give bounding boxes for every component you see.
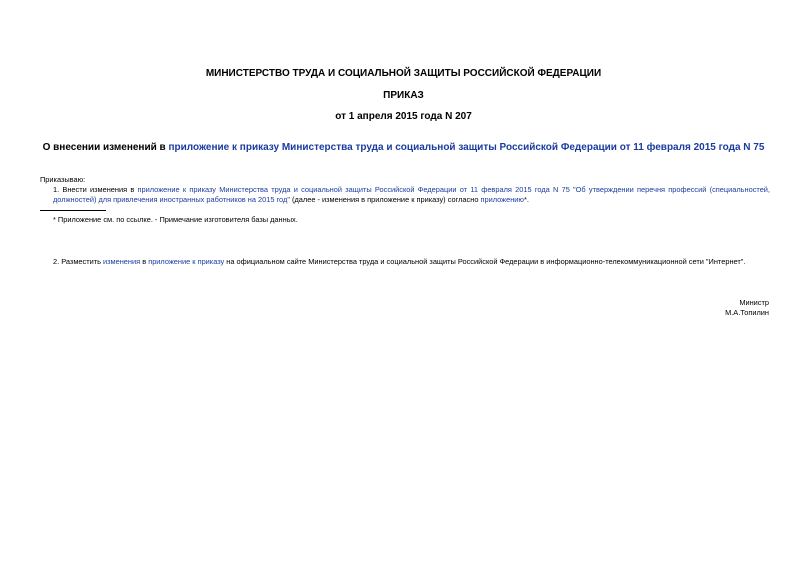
paragraph-2 (53, 257, 745, 267)
paragraph-1-suffix: *. (523, 195, 529, 204)
document-title (0, 142, 807, 153)
document-date-number: от 1 апреля 2015 года N 207 (335, 111, 472, 122)
footnote: * Приложение см. по ссылке. - Примечание изготовителя базы данных. (53, 215, 298, 224)
changes-link[interactable]: изменения (103, 257, 141, 266)
title-appendix-link[interactable]: приложение к приказу Министерства труда и социальной защиты Российской Федерации от 11 февраля 2015 года N 75 (168, 142, 765, 153)
ministry-heading: МИНИСТЕРСТВО ТРУДА И СОЦИАЛЬНОЙ ЗАЩИТЫ РОССИЙСКОЙ ФЕДЕРАЦИИ (205, 68, 602, 79)
footnote-divider (40, 210, 106, 211)
paragraph-1 (53, 185, 770, 205)
appendix-link[interactable]: приложение к приказу (148, 257, 225, 266)
paragraph-1-prefix: 1. Внести изменения в (53, 185, 138, 194)
signature-position: Министр (739, 298, 769, 307)
document-type: ПРИКАЗ (383, 90, 424, 101)
order-word: Приказываю: (40, 175, 86, 184)
signature-name: М.А.Топилин (725, 308, 769, 317)
annex-link[interactable]: приложению (480, 195, 524, 204)
document-title-prefix: О внесении изменений в (42, 142, 169, 153)
paragraph-2-middle: в (140, 257, 149, 266)
paragraph-2-prefix: 2. Разместить (53, 257, 104, 266)
paragraph-1-middle: (далее - изменения в приложение к приказу) согласно (289, 195, 481, 204)
appendix-order-link[interactable]: приложение к приказу Министерства труда и социальной защиты Российской Федерации от 11 февраля 2015 года N 75 "Об утверждении перечня профессий (специальностей, должностей) для привлечения иностранных работников на 2015 год" (53, 185, 770, 204)
paragraph-2-suffix: на официальном сайте Министерства труда и социальной защиты Российской Федерации в информационно-телекоммуникационной сети "Интернет". (224, 257, 746, 266)
